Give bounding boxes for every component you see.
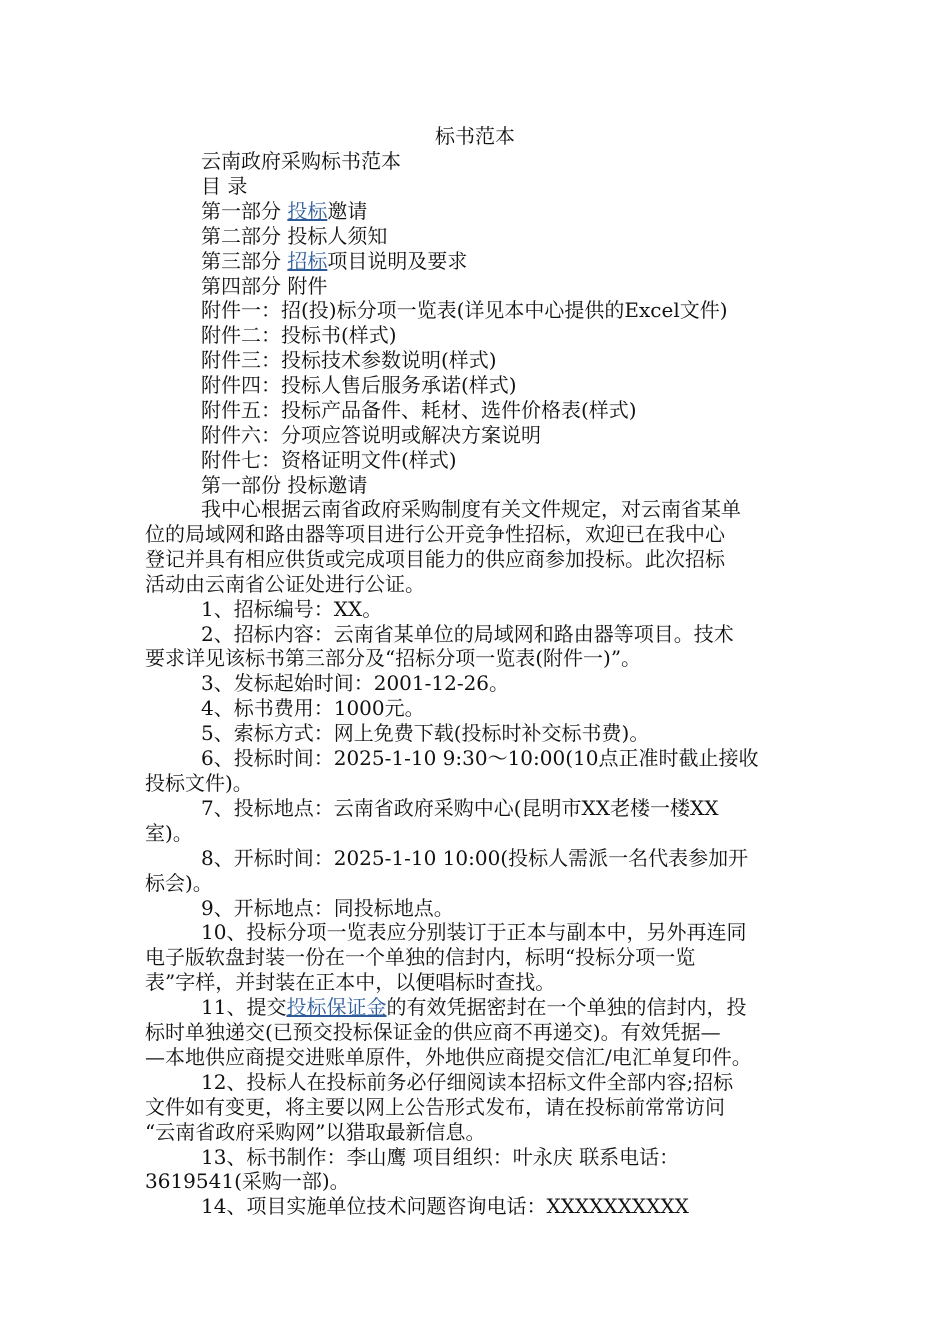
toc-attachment-5: 附件五：投标产品备件、耗材、选件价格表(样式): [201, 398, 637, 423]
item-10-line: 10、投标分项一览表应分别装订于正本与副本中，另外再连同: [201, 920, 747, 945]
toc-attachment-6: 附件六：分项应答说明或解决方案说明: [201, 422, 541, 447]
item-5: 5、索标方式：网上免费下载(投标时补交标书费)。: [201, 721, 650, 746]
item-6: [145, 746, 820, 796]
toc-part3-link[interactable]: 招标: [287, 248, 328, 273]
page-title: 标书范本: [435, 124, 515, 148]
item-7: [145, 796, 820, 846]
item-6-line: 投标文件)。: [145, 770, 253, 795]
toc-part1-link[interactable]: 投标: [287, 198, 328, 223]
intro-paragraph: [145, 497, 820, 597]
deposit-link[interactable]: 投标保证金: [286, 995, 387, 1020]
item-11-line: —本地供应商提交进账单原件，外地供应商提交信汇/电汇单复印件。: [145, 1044, 752, 1069]
item-2-line: 2、招标内容：云南省某单位的局域网和路由器等项目。技术: [201, 621, 734, 646]
intro-line: 活动由云南省公证处进行公证。: [145, 571, 425, 596]
item-1: 1、招标编号：XX。: [201, 596, 383, 621]
item-2: [145, 622, 820, 672]
item-2-line: 要求详见该标书第三部分及“招标分项一览表(附件一)”。: [145, 646, 642, 671]
item-7-line: 7、投标地点：云南省政府采购中心(昆明市XX老楼一楼XX: [201, 795, 719, 820]
item-4: 4、标书费用：1000元。: [201, 696, 425, 721]
item-10-line: 表”字样，并封装在正本中，以便唱标时查找。: [145, 970, 556, 995]
toc-part2: 第二部分 投标人须知: [201, 223, 388, 248]
item-3: 3、发标起始时间：2001-12-26。: [201, 671, 510, 696]
toc-part3-prefix: 第三部分: [201, 248, 288, 273]
item-14: 14、项目实施单位技术问题咨询电话：XXXXXXXXXX: [201, 1194, 689, 1219]
item-10-line: 电子版软盘封装一份在一个单独的信封内，标明“投标分项一览: [145, 945, 696, 970]
toc-attachment-7: 附件七：资格证明文件(样式): [201, 447, 457, 472]
item-11-prefix: 11、提交: [201, 995, 287, 1020]
item-11-line: 标时单独递交(已预交投标保证金的供应商不再递交)。有效凭据—: [145, 1020, 721, 1045]
item-12-line: “云南省政府采购网”以猎取最新信息。: [145, 1119, 486, 1144]
intro-line: 我中心根据云南省政府采购制度有关文件规定，对云南省某单: [201, 497, 741, 521]
item-11-first-line: [201, 995, 746, 1019]
item-6-line: 6、投标时间：2025-1-10 9:30～10:00(10点正准时截止接收: [201, 746, 759, 771]
item-9: 9、开标地点：同投标地点。: [201, 895, 454, 920]
toc-attachment-4: 附件四：投标人售后服务承诺(样式): [201, 373, 517, 398]
item-8-line: 8、开标时间：2025-1-10 10:00(投标人需派一名代表参加开: [201, 845, 749, 870]
toc-part1-prefix: 第一部分: [201, 198, 288, 223]
toc-part3: [0, 249, 950, 274]
intro-line: 登记并具有相应供货或完成项目能力的供应商参加投标。此次招标: [145, 546, 725, 571]
item-11: [145, 995, 820, 1070]
item-13: [145, 1145, 820, 1195]
toc-part1: [0, 199, 950, 224]
toc-part1-suffix: 邀请: [327, 198, 368, 223]
toc-attachment-2: 附件二：投标书(样式): [201, 323, 397, 348]
intro-line: 位的局域网和路由器等项目进行公开竞争性招标，欢迎已在我中心: [145, 521, 725, 546]
toc-attachment-1: 附件一：招(投)标分项一览表(详见本中心提供的Excel文件): [201, 298, 728, 323]
item-10: [145, 920, 820, 995]
item-8: [145, 846, 820, 896]
item-12: [145, 1070, 820, 1145]
item-12-line: 文件如有变更，将主要以网上公告形式发布，请在投标前常常访问: [145, 1094, 725, 1119]
item-8-line: 标会)。: [145, 870, 213, 895]
item-12-line: 12、投标人在投标前务必仔细阅读本招标文件全部内容;招标: [201, 1069, 734, 1094]
item-13-line: 3619541(采购一部)。: [145, 1169, 350, 1194]
item-11-suffix: 的有效凭据密封在一个单独的信封内，投: [386, 995, 747, 1020]
toc-heading: 云南政府采购标书范本: [201, 149, 401, 173]
part1-heading: 第一部份 投标邀请: [201, 472, 368, 497]
toc-part3-suffix: 项目说明及要求: [327, 248, 468, 273]
toc-attachment-3: 附件三：投标技术参数说明(样式): [201, 348, 497, 373]
document-body: [145, 497, 820, 1219]
toc-mulu: 目 录: [201, 173, 248, 198]
toc-part4: 第四部分 附件: [201, 273, 328, 298]
item-7-line: 室)。: [145, 820, 193, 845]
item-13-line: 13、标书制作：李山鹰 项目组织：叶永庆 联系电话：: [201, 1144, 680, 1169]
table-of-contents: [0, 149, 950, 498]
